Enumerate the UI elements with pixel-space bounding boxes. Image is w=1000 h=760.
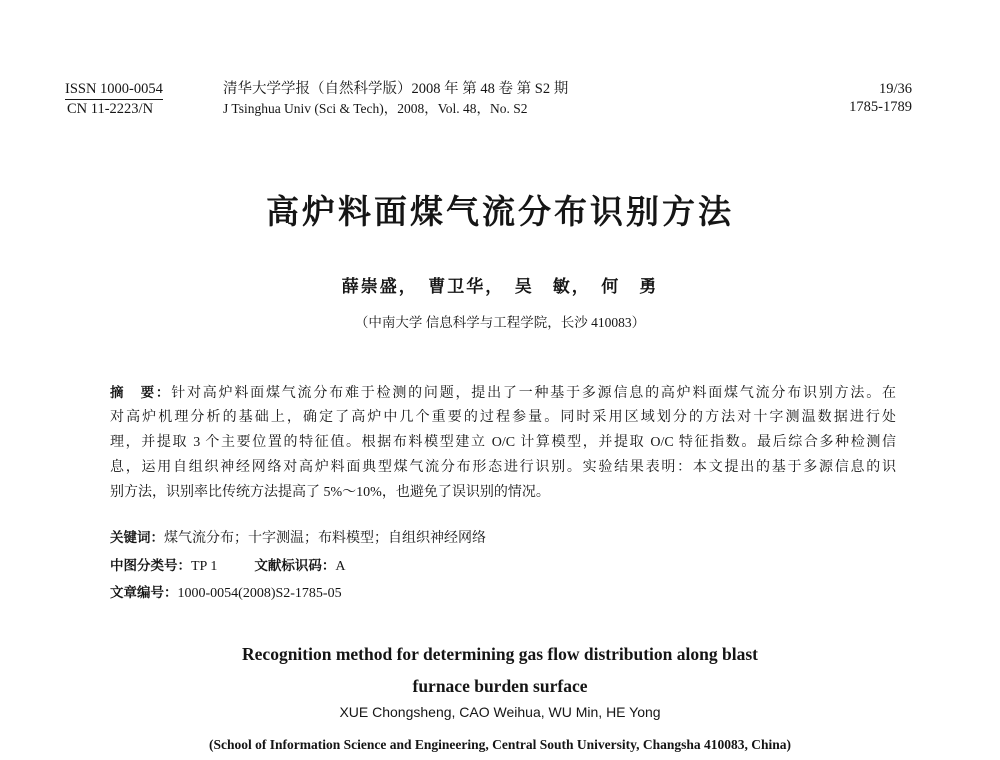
page-indicator: 19/36: [878, 81, 912, 97]
cn-number-text: CN 11-2223/N: [67, 101, 154, 117]
abstract-line: 别方法，识别率比传统方法提高了 5%～10%，也避免了误识别的情况。: [110, 485, 550, 500]
keywords-line: [110, 526, 486, 547]
affiliation-cn: （中南大学 信息科学与工程学院，长沙 410083）: [354, 315, 646, 330]
article-number-value: 1000-0054(2008)S2-1785-05: [177, 586, 342, 601]
doc-code-label: 文献标识码：: [254, 558, 336, 573]
authors-cn: 薛崇盛， 曹卫华， 吴 敏， 何 勇: [341, 277, 659, 296]
abstract-block: [110, 380, 896, 505]
paper-title-en: [0, 638, 1000, 702]
masthead: [65, 80, 912, 118]
journal-info-block: [223, 80, 849, 118]
paper-title-cn: 高炉料面煤气流分布识别方法: [266, 195, 734, 231]
abstract-line: 理，并提取 3 个主要位置的特征值。根据布料模型建立 O/C 计算模型，并提取 O/C 特征指数。最后综合多种检测信: [110, 435, 896, 450]
article-number-line: [110, 581, 342, 602]
article-number-label: 文章编号：: [110, 585, 178, 600]
clc-value: TP 1: [191, 559, 218, 574]
abstract-line-text: 针对高炉料面煤气流分布难于检测的问题，提出了一种基于多源信息的高炉料面煤气流分布识别方法。在: [171, 386, 896, 401]
affiliation-en: (School of Information Science and Engineering, Central South University, Changsha 410083, China): [208, 737, 792, 752]
paper-title-en-line1: Recognition method for determining gas flow distribution along blast: [242, 644, 758, 664]
journal-title-cn: 清华大学学报（自然科学版）2008 年 第 48 卷 第 S2 期: [223, 81, 569, 97]
clc-label: 中图分类号：: [110, 558, 191, 573]
abstract-line: 对高炉机理分析的基础上，确定了高炉中几个重要的过程参量。同时采用区域划分的方法对十字测温数据进行处: [110, 410, 896, 425]
issn-text: ISSN 1000-0054: [65, 80, 163, 100]
authors-en: XUE Chongsheng, CAO Weihua, WU Min, HE Yong: [339, 704, 661, 720]
journal-title-en: J Tsinghua Univ (Sci & Tech)，2008，Vol. 48，No. S2: [223, 101, 528, 116]
abstract-line: 息，运用自组织神经网络对高炉料面典型煤气流分布形态进行识别。实验结果表明：本文提出的基于多源信息的识: [110, 460, 896, 475]
page-range: 1785-1789: [849, 99, 912, 115]
paper-title-en-line2: furnace burden surface: [412, 676, 588, 696]
issn-cn-block: [65, 80, 205, 118]
page-number-block: [849, 80, 912, 118]
clc-line: [110, 554, 345, 575]
doc-code-value: A: [335, 559, 346, 574]
abstract-line: [110, 380, 896, 405]
keywords-label: 关键词：: [110, 530, 164, 545]
abstract-label: 摘 要：: [110, 385, 172, 400]
keywords-text: 煤气流分布；十字测温；布料模型；自组织神经网络: [164, 531, 486, 546]
